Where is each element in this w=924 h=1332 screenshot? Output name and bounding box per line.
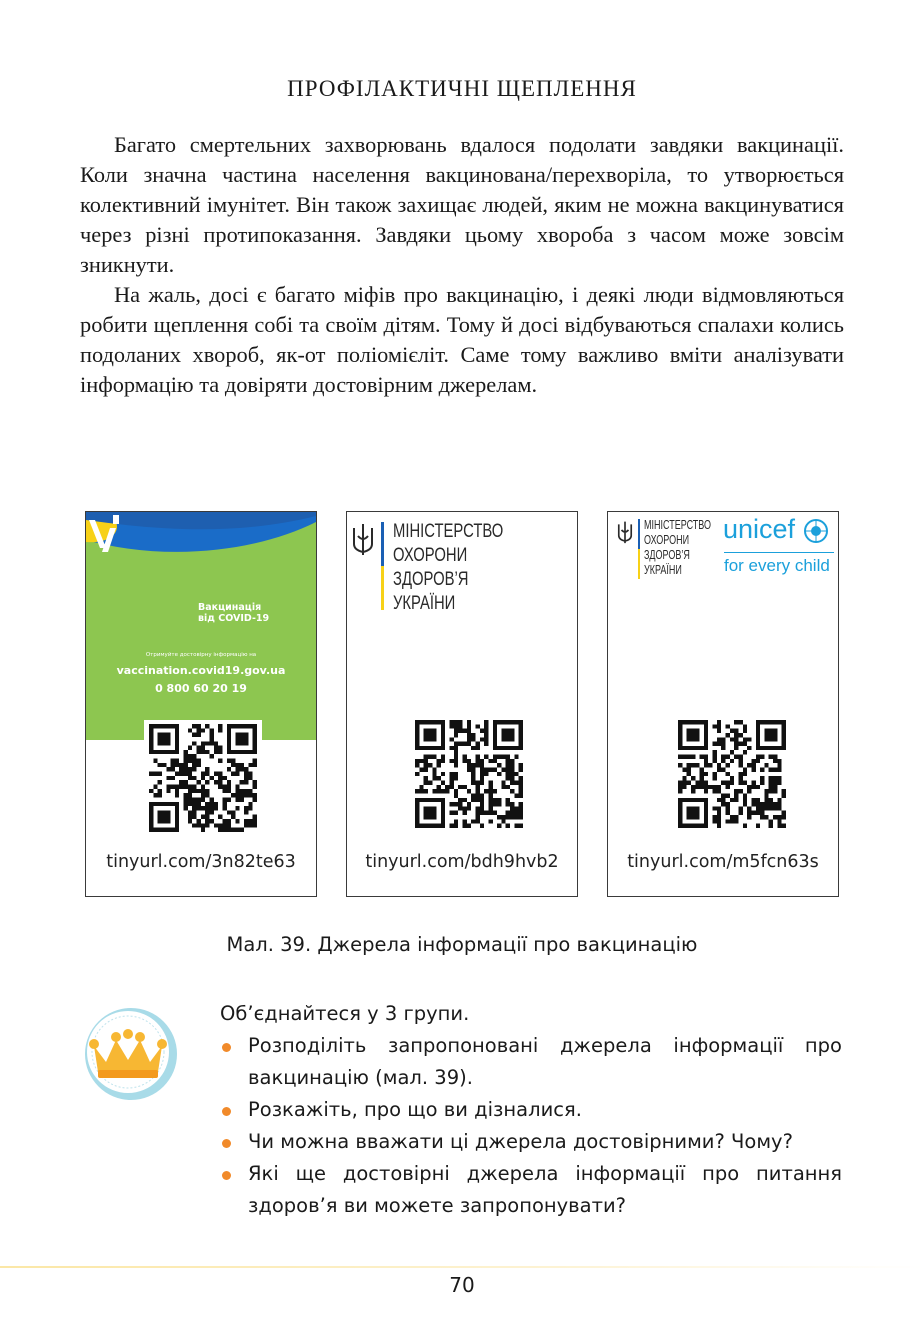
qr-code-icon[interactable]: [678, 720, 786, 828]
paragraph-1: Багато смертельних захворювань вдалося подолати завдяки вакцинації. Коли значна частина населення вакцинована/перехворіла, то утворюється колективний імунітет. Він також захищає людей, яким не можна вакцинуватися через різні протипоказання. Завдяки цьому хвороба з часом може зовсім зникнути.: [80, 132, 844, 277]
unicef-logo: unicef: [723, 514, 796, 544]
vaccination-title: Вакцинація від COVID-19: [198, 602, 270, 624]
task-item: Розкажіть, про що ви дізналися.: [220, 1094, 842, 1126]
source-url[interactable]: tinyurl.com/3n82te63: [106, 852, 296, 872]
vaccination-subtitle: Отримуйте достовірну інформацію на: [145, 652, 257, 658]
source-url[interactable]: tinyurl.com/bdh9hvb2: [365, 852, 559, 872]
task-intro: Об’єднайтеся у 3 групи.: [220, 1002, 470, 1025]
figure-caption: Мал. 39. Джерела інформації про вакцинацію: [226, 933, 698, 956]
source-card-ministry: [346, 511, 578, 897]
page-number: 70: [449, 1273, 475, 1297]
task-item: Чи можна вважати ці джерела достовірними? Чому?: [220, 1126, 842, 1158]
task-item: Які ще достовірні джерела інформації про питання здоров’я ви можете запропонувати?: [220, 1158, 842, 1222]
task-list: [220, 1030, 842, 1222]
qr-code-icon[interactable]: [149, 724, 257, 832]
ministry-name: МІНІСТЕРСТВО ОХОРОНИ ЗДОРОВ’Я УКРАЇНИ: [644, 518, 712, 577]
group-task: [220, 998, 842, 1222]
bullet-icon: [222, 1107, 231, 1116]
qr-code-icon[interactable]: [415, 720, 523, 828]
vaccination-website: vaccination.covid19.gov.ua: [116, 664, 286, 677]
task-item: Розподіліть запропоновані джерела інформації про вакцинацію (мал. 39).: [220, 1030, 842, 1094]
vaccination-phone: 0 800 60 20 19: [155, 682, 247, 695]
trident-emblem-icon: [616, 520, 634, 544]
paragraph-2: На жаль, досі є багато міфів про вакцинацію, і деякі люди відмовляються робити щеплення собі та своїм дітям. Тому й досі відбуваються спалахи колись подоланих хвороб, як-от поліомієліт. Саме тому важливо вміти аналізувати інформацію та довіряти достовірним джерелам.: [80, 282, 844, 397]
body-text: [80, 130, 844, 400]
flag-bar: [381, 522, 384, 610]
source-url[interactable]: tinyurl.com/m5fcn63s: [627, 852, 819, 872]
bullet-icon: [222, 1139, 231, 1148]
bullet-icon: [222, 1171, 231, 1180]
trident-emblem-icon: [350, 522, 376, 556]
vaccination-logo-icon: [86, 512, 126, 554]
unicef-tagline: for every child: [724, 556, 830, 575]
source-card-vaccination: [85, 511, 317, 897]
footer-divider: [0, 1266, 924, 1268]
source-card-unicef: [607, 511, 839, 897]
flag-bar: [638, 519, 640, 579]
crown-icon: [82, 1004, 182, 1104]
bullet-icon: [222, 1043, 231, 1052]
section-heading: ПРОФІЛАКТИЧНІ ЩЕПЛЕННЯ: [287, 76, 637, 101]
unicef-globe-icon: [803, 518, 829, 544]
ministry-name: МІНІСТЕРСТВО ОХОРОНИ ЗДОРОВ’Я УКРАЇНИ: [393, 521, 504, 614]
vaccination-banner: [86, 512, 316, 740]
